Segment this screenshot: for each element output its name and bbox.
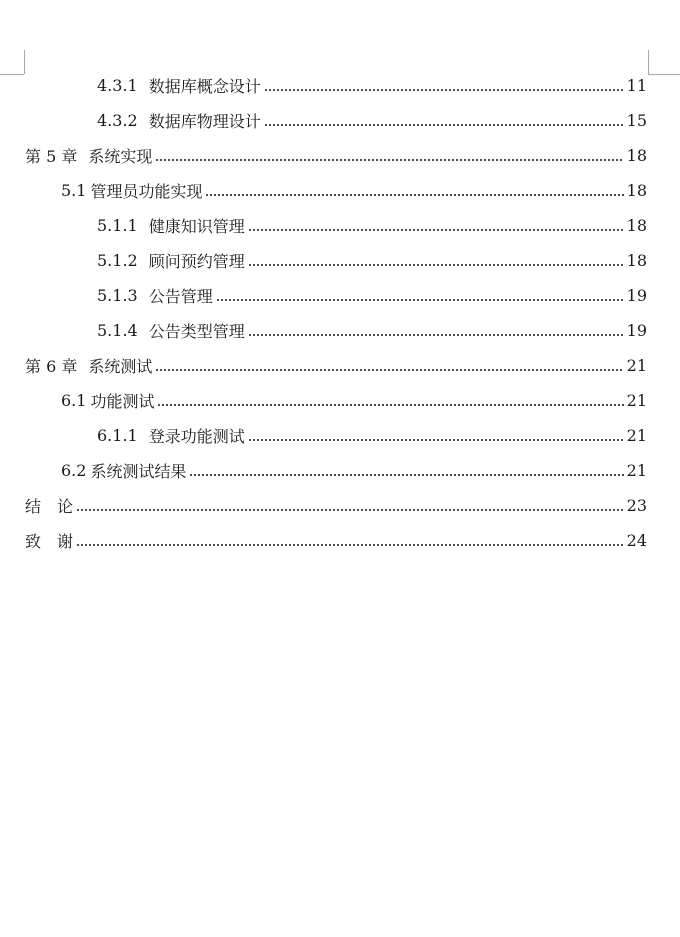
toc-entry-page: 23 — [626, 496, 647, 515]
toc-entry[interactable] — [25, 348, 647, 383]
toc-entry[interactable] — [25, 138, 647, 173]
toc-dot-leader — [264, 89, 624, 91]
toc-entry-title: 系统测试 — [88, 357, 153, 376]
toc-entry-page: 21 — [626, 461, 647, 480]
crop-mark-top-left-horizontal — [0, 74, 24, 75]
toc-entry-page: 18 — [626, 181, 647, 200]
toc-entry-title: 登录功能测试 — [148, 427, 245, 446]
toc-entry-number: 6.1 — [61, 391, 87, 410]
toc-entry-title: 公告类型管理 — [148, 322, 245, 341]
toc-entry-page: 18 — [626, 251, 647, 270]
toc-dot-leader — [248, 229, 624, 231]
crop-mark-top-left-vertical — [24, 50, 25, 74]
toc-dot-leader — [264, 124, 624, 126]
toc-entry-number: 4.3.1 — [97, 76, 138, 95]
crop-mark-top-right-horizontal — [648, 74, 680, 75]
crop-mark-top-right-vertical — [648, 50, 649, 74]
toc-dot-leader — [189, 474, 623, 476]
toc-dot-leader — [205, 194, 623, 196]
toc-entry-number: 5.1.1 — [97, 216, 138, 235]
toc-entry-title: 健康知识管理 — [148, 217, 245, 236]
toc-entry[interactable] — [97, 313, 647, 348]
toc-dot-leader — [248, 264, 624, 266]
toc-entry-title: 数据库物理设计 — [148, 112, 261, 131]
toc-entry-page: 18 — [626, 146, 647, 165]
toc-entry-page: 19 — [626, 321, 647, 340]
toc-entry-number: 4.3.2 — [97, 111, 138, 130]
toc-entry-page: 24 — [626, 531, 647, 550]
toc-entry-title: 数据库概念设计 — [148, 77, 261, 96]
toc-entry[interactable] — [97, 68, 647, 103]
toc-dot-leader — [248, 439, 624, 441]
toc-entry[interactable] — [25, 523, 647, 558]
toc-entry-number: 第 5 章 — [25, 147, 78, 166]
toc-dot-leader — [155, 369, 623, 371]
toc-dot-leader — [155, 159, 623, 161]
toc-entry-page: 15 — [626, 111, 647, 130]
toc-entry-page: 21 — [626, 356, 647, 375]
toc-dot-leader — [216, 299, 624, 301]
toc-entry-number: 6.1.1 — [97, 426, 138, 445]
toc-dot-leader — [157, 404, 623, 406]
toc-entry[interactable] — [61, 173, 647, 208]
toc-entry-title: 公告管理 — [148, 287, 213, 306]
toc-entry-page: 18 — [626, 216, 647, 235]
toc-entry[interactable] — [97, 278, 647, 313]
toc-entry-page: 21 — [626, 391, 647, 410]
toc-entry[interactable] — [97, 208, 647, 243]
toc-entry-number: 5.1.2 — [97, 251, 138, 270]
toc-entry-title: 结 论 — [25, 497, 74, 516]
toc-dot-leader — [248, 334, 624, 336]
toc-entry-page: 19 — [626, 286, 647, 305]
toc-entry-page: 21 — [626, 426, 647, 445]
toc-entry[interactable] — [97, 418, 647, 453]
toc-entry-title: 顾问预约管理 — [148, 252, 245, 271]
toc-dot-leader — [76, 509, 624, 511]
toc-entry-number: 第 6 章 — [25, 357, 78, 376]
toc-entry-title: 系统测试结果 — [90, 462, 187, 481]
toc-entry[interactable] — [97, 243, 647, 278]
toc-entry[interactable] — [61, 383, 647, 418]
toc-entry-title: 致 谢 — [25, 532, 74, 551]
toc-entry-number: 6.2 — [61, 461, 87, 480]
toc-entry-number: 5.1.3 — [97, 286, 138, 305]
toc-entry[interactable] — [25, 488, 647, 523]
toc-entry[interactable] — [61, 453, 647, 488]
toc-entry-title: 系统实现 — [88, 147, 153, 166]
toc-entry[interactable] — [97, 103, 647, 138]
toc-dot-leader — [76, 544, 624, 546]
toc-entry-title: 管理员功能实现 — [90, 182, 203, 201]
toc-entry-page: 11 — [626, 76, 647, 95]
toc-entry-number: 5.1.4 — [97, 321, 138, 340]
toc-entry-number: 5.1 — [61, 181, 87, 200]
toc-entry-title: 功能测试 — [90, 392, 155, 411]
